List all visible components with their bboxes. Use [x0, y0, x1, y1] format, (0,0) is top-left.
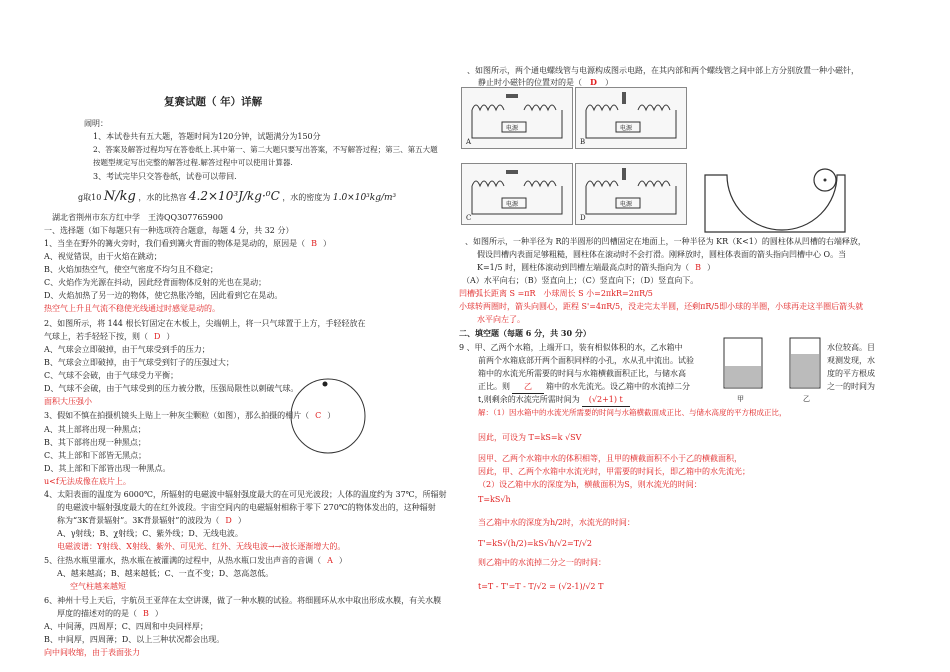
q4-stem-mid: 的电磁波中辐射强度最大的在红外波段。宇宙空间内的电磁辐射相称于零下 270℃的物体发出的，这种辐射 — [57, 503, 436, 512]
q8-groove-figure — [705, 140, 845, 240]
label-c: C — [466, 214, 472, 222]
tank-a-label: 甲 — [737, 395, 744, 403]
q6-stem-2: 厚度的描述对的的是（ B ） — [57, 609, 163, 618]
q9-solution-1: 解：（1）因水箱中的水流光所需要的时间与水箱横截面成正比、与储水高度的平方根成正比， — [478, 408, 787, 417]
power-label: 电源 — [506, 125, 519, 132]
q5-options: A、越来越高；B、越来越低；C、一直不变；D、忽高忽低。 — [57, 569, 274, 578]
q4-stem: 4、太阳表面的温度为 6000℃，所辐射的电磁波中辐射强度最大的在可见光波段；人体的温度约为 37℃，所辐射 — [44, 490, 447, 499]
note-2b: 按题型规定写出完整的解答过程.解答过程中可以使用计算器. — [93, 158, 293, 167]
q3-stem: 3、假如不慎在拍摄机镜头上贴上一种灰尘颗粒（如图），那么拍摄的相片（ C ） — [44, 411, 336, 420]
q9-solution-8: T'=kS√(h/2)=kS√h/√2=T/√2 — [478, 539, 592, 548]
dust-particle — [323, 382, 328, 387]
q1-option-b: B、火焰加热空气，使空气密度不均匀且不稳定； — [44, 265, 218, 274]
q2-option-d: D、气球不会破，由于气球受到的压力被分散，压强局限性以刺破气球。 — [44, 384, 299, 393]
section-1-heading: 一、选择题（如下每题只有一种选项符合题意，每题 4 分，共 32 分） — [44, 226, 294, 235]
q9-solution-4: 因此，甲、乙两个水箱中水流光时，甲需要的时间长，即乙箱中的水先流光； — [478, 467, 750, 476]
q2-option-a: A、气球会立即破掉，由于气球受到手的压力； — [44, 345, 210, 354]
q7-circuit-a — [461, 87, 573, 149]
q7-circuit-c — [461, 163, 573, 225]
q9-line-2: 前两个水箱底部开两个面积同样的小孔，水从孔中流出。试验 — [478, 356, 694, 365]
q9-line-1: 9 、甲、乙两个水箱，上端开口，装有相似体积的水，乙水箱中 — [459, 343, 683, 352]
q9-solution-10: t=T - T'=T - T/√2 = (√2-1)/√2 T — [478, 582, 604, 591]
page-title: 复赛试题（ 年）详解 — [164, 96, 263, 108]
q9-solution-5: （2）设乙箱中水的深度为h，横截面积为S，则水流光的时间： — [478, 480, 702, 489]
note-1: 1、本试卷共有五大题，答题时间为120分钟，试题满分为150分 — [93, 132, 321, 141]
power-label: 电源 — [620, 201, 633, 208]
q3-note: u<f无法成像在底片上。 — [44, 477, 131, 486]
author-line: 湖北省荆州市东方红中学 王涛QQ307765900 — [52, 213, 223, 222]
q9-right-3: 度的平方根成 — [827, 369, 875, 378]
q9-tanks-figure — [722, 336, 824, 398]
power-label: 电源 — [620, 125, 633, 132]
q5-stem: 5、往热水瓶里灌水，热水瓶在被灌满的过程中，从热水瓶口发出声音的音调（ A ） — [44, 556, 347, 565]
q8-options: （A）水平向右；（B）竖直向上；（C）竖直向下；（D）竖直向下。 — [462, 276, 699, 285]
q1-option-c: C、火焰作为光源在抖动，因此经背面物体反射的光也在晃动； — [44, 278, 267, 287]
q1-note: 热空气上升且气流不稳使光线通过时感觉是动的。 — [44, 304, 220, 313]
q9-line-5: t,则剩余的水流完所需时间为 (√2+1) t — [478, 393, 632, 407]
notes-head: 闹明： — [84, 119, 108, 128]
q9-solution-3: 因甲、乙两个水箱中水的体积相等，且甲的横截面积不小于乙的横截面积， — [478, 454, 742, 463]
q2-stem: 2、如图所示，将 144 根长钉固定在木板上，尖端朝上，将一只气球置于上方，手轻轻放在 — [44, 319, 366, 328]
q6-option-bd: B、中间厚，四周薄；D、以上三种状况都会出现。 — [44, 635, 225, 644]
q6-note: 向中间收缩，由于表面张力 — [44, 648, 140, 657]
constants-line: g取10 N/kg ，水的比热容 4.2×10³J/kg·⁰C ，水的密度为 1.0×10³kg/m³ — [78, 189, 397, 204]
q2-option-b: B、气球会立即破掉，由于气球受到钉子的压强过大； — [44, 358, 234, 367]
label-a: A — [466, 138, 472, 146]
q7-stem: 、如图所示，两个通电螺线管与电源构成图示电路，在其内部和两个螺线管之间中部上方分别放置一种小磁针， — [467, 66, 859, 75]
q8-note-3: 水平向左了。 — [477, 315, 525, 324]
q1-option-d: D、火焰加热了另一边的物体，使它热胀冷缩，因此看到它在晃动。 — [44, 291, 283, 300]
q4-options: A、γ射线；B、χ射线；C、紫外线；D、无线电波。 — [57, 529, 243, 538]
section-2-heading: 二、填空题（每题 6 分，共 30 分） — [459, 328, 591, 338]
q6-stem: 6、神州十号上天后，宇航员王亚萍在太空讲课，做了一种水膜的试验。将细圆环从水中取出形成水膜，有关水膜 — [44, 596, 442, 605]
q3-option-d: D、其上部和下部皆出现一种黑点。 — [44, 464, 171, 473]
q1-option-a: A、视觉错误，由于火焰在跳动； — [44, 252, 162, 261]
q8-note-1: 凹槽弧长距离 S =πR 小球周长 S 小=2πkR=2πR/5 — [459, 289, 653, 298]
q4-stem-2: 称为“3K背景辐射”。3K背景辐射”的波段为（ D ） — [57, 516, 246, 525]
q8-stem-2: 假设凹槽内表面足够粗糙，圆柱体在滚动时不会打滑。刚释放时，圆柱体表面的箭头指向凹槽中心 O。当 — [477, 250, 847, 259]
q7-stem-2: 静止时小磁针的位置对的是（ D ） — [478, 77, 613, 87]
q9-solution-9: 则乙箱中的水流掉二分之一的时间： — [478, 558, 606, 567]
q7-circuit-d — [575, 163, 687, 225]
q2-stem-2: 气球上，若手轻轻下按，则（ D ） — [44, 332, 175, 341]
q9-line-3: 箱中的水流光所需要的时间与水箱横截面积正比，与储水高 — [478, 369, 686, 378]
note-3: 3、考试完毕只交答卷纸，试卷可以带回. — [93, 172, 237, 181]
note-2a: 2、答案及解答过程均写在答卷纸上.其中第一、第二大题只要写出答案，不写解答过程；第三、第五大题 — [93, 145, 438, 154]
q2-note: 面积大压强小 — [44, 397, 92, 406]
q9-solution-2: 因此，可设为 T=kS=k √SV — [478, 433, 582, 442]
q6-option-ac: A、中间薄，四周厚；C、四周和中央同样厚； — [44, 622, 208, 631]
q2-option-c: C、气球不会破，由于气球受力平衡； — [44, 371, 179, 380]
lens-dust-figure — [290, 372, 370, 462]
q8-note-2: 小球转两圈时，箭头向圆心，距程 S'=4πR/5，没走完太半圆，还剩πR/5即小球的半圈，小球再走这半圈后箭头就 — [459, 302, 864, 311]
q3-option-c: C、其上部和下部皆无黑点； — [44, 451, 147, 460]
q9-right-2: 观测发现，水 — [827, 356, 875, 365]
q9-solution-7: 当乙箱中水的深度为h/2时，水流光的时间： — [478, 518, 635, 527]
q9-right-1: 水位较高。目 — [827, 343, 875, 352]
q4-note: 电磁波谱：Y射线、X射线、紫外、可见光、红外、无线电波→→波长逐渐增大的。 — [57, 542, 346, 551]
q9-line-4: 正比。则 乙 箱中的水先流光。设乙箱中的水流掉二分 — [478, 380, 690, 394]
q9-right-4: 之一的时间为 — [827, 382, 875, 391]
q5-note: 空气柱越来越短 — [70, 582, 126, 591]
power-label: 电源 — [506, 201, 519, 208]
label-b: B — [580, 138, 586, 146]
q1-stem: 1、当坐在野外的篝火旁时，我们看到篝火背面的物体是晃动的，原因是（ B ） — [44, 239, 331, 248]
q8-stem-3: K=1/5 时，圆柱体滚动到凹槽左端最高点时的箭头指向为（ B ） — [477, 263, 715, 272]
q8-stem: 、如图所示，一种半径为 R的半圆形的凹槽固定在地面上，一种半径为 KR（K<1）的圆柱体从凹槽的右端释放， — [465, 237, 866, 246]
label-d: D — [580, 214, 586, 222]
q3-option-b: B、其下部将出现一种黑点； — [44, 438, 146, 447]
q3-option-a: A、其上部将出现一种黑点； — [44, 425, 146, 434]
q9-solution-6: T=kS√h — [478, 495, 511, 504]
q7-circuit-b — [575, 87, 687, 149]
tank-b-label: 乙 — [803, 395, 810, 403]
